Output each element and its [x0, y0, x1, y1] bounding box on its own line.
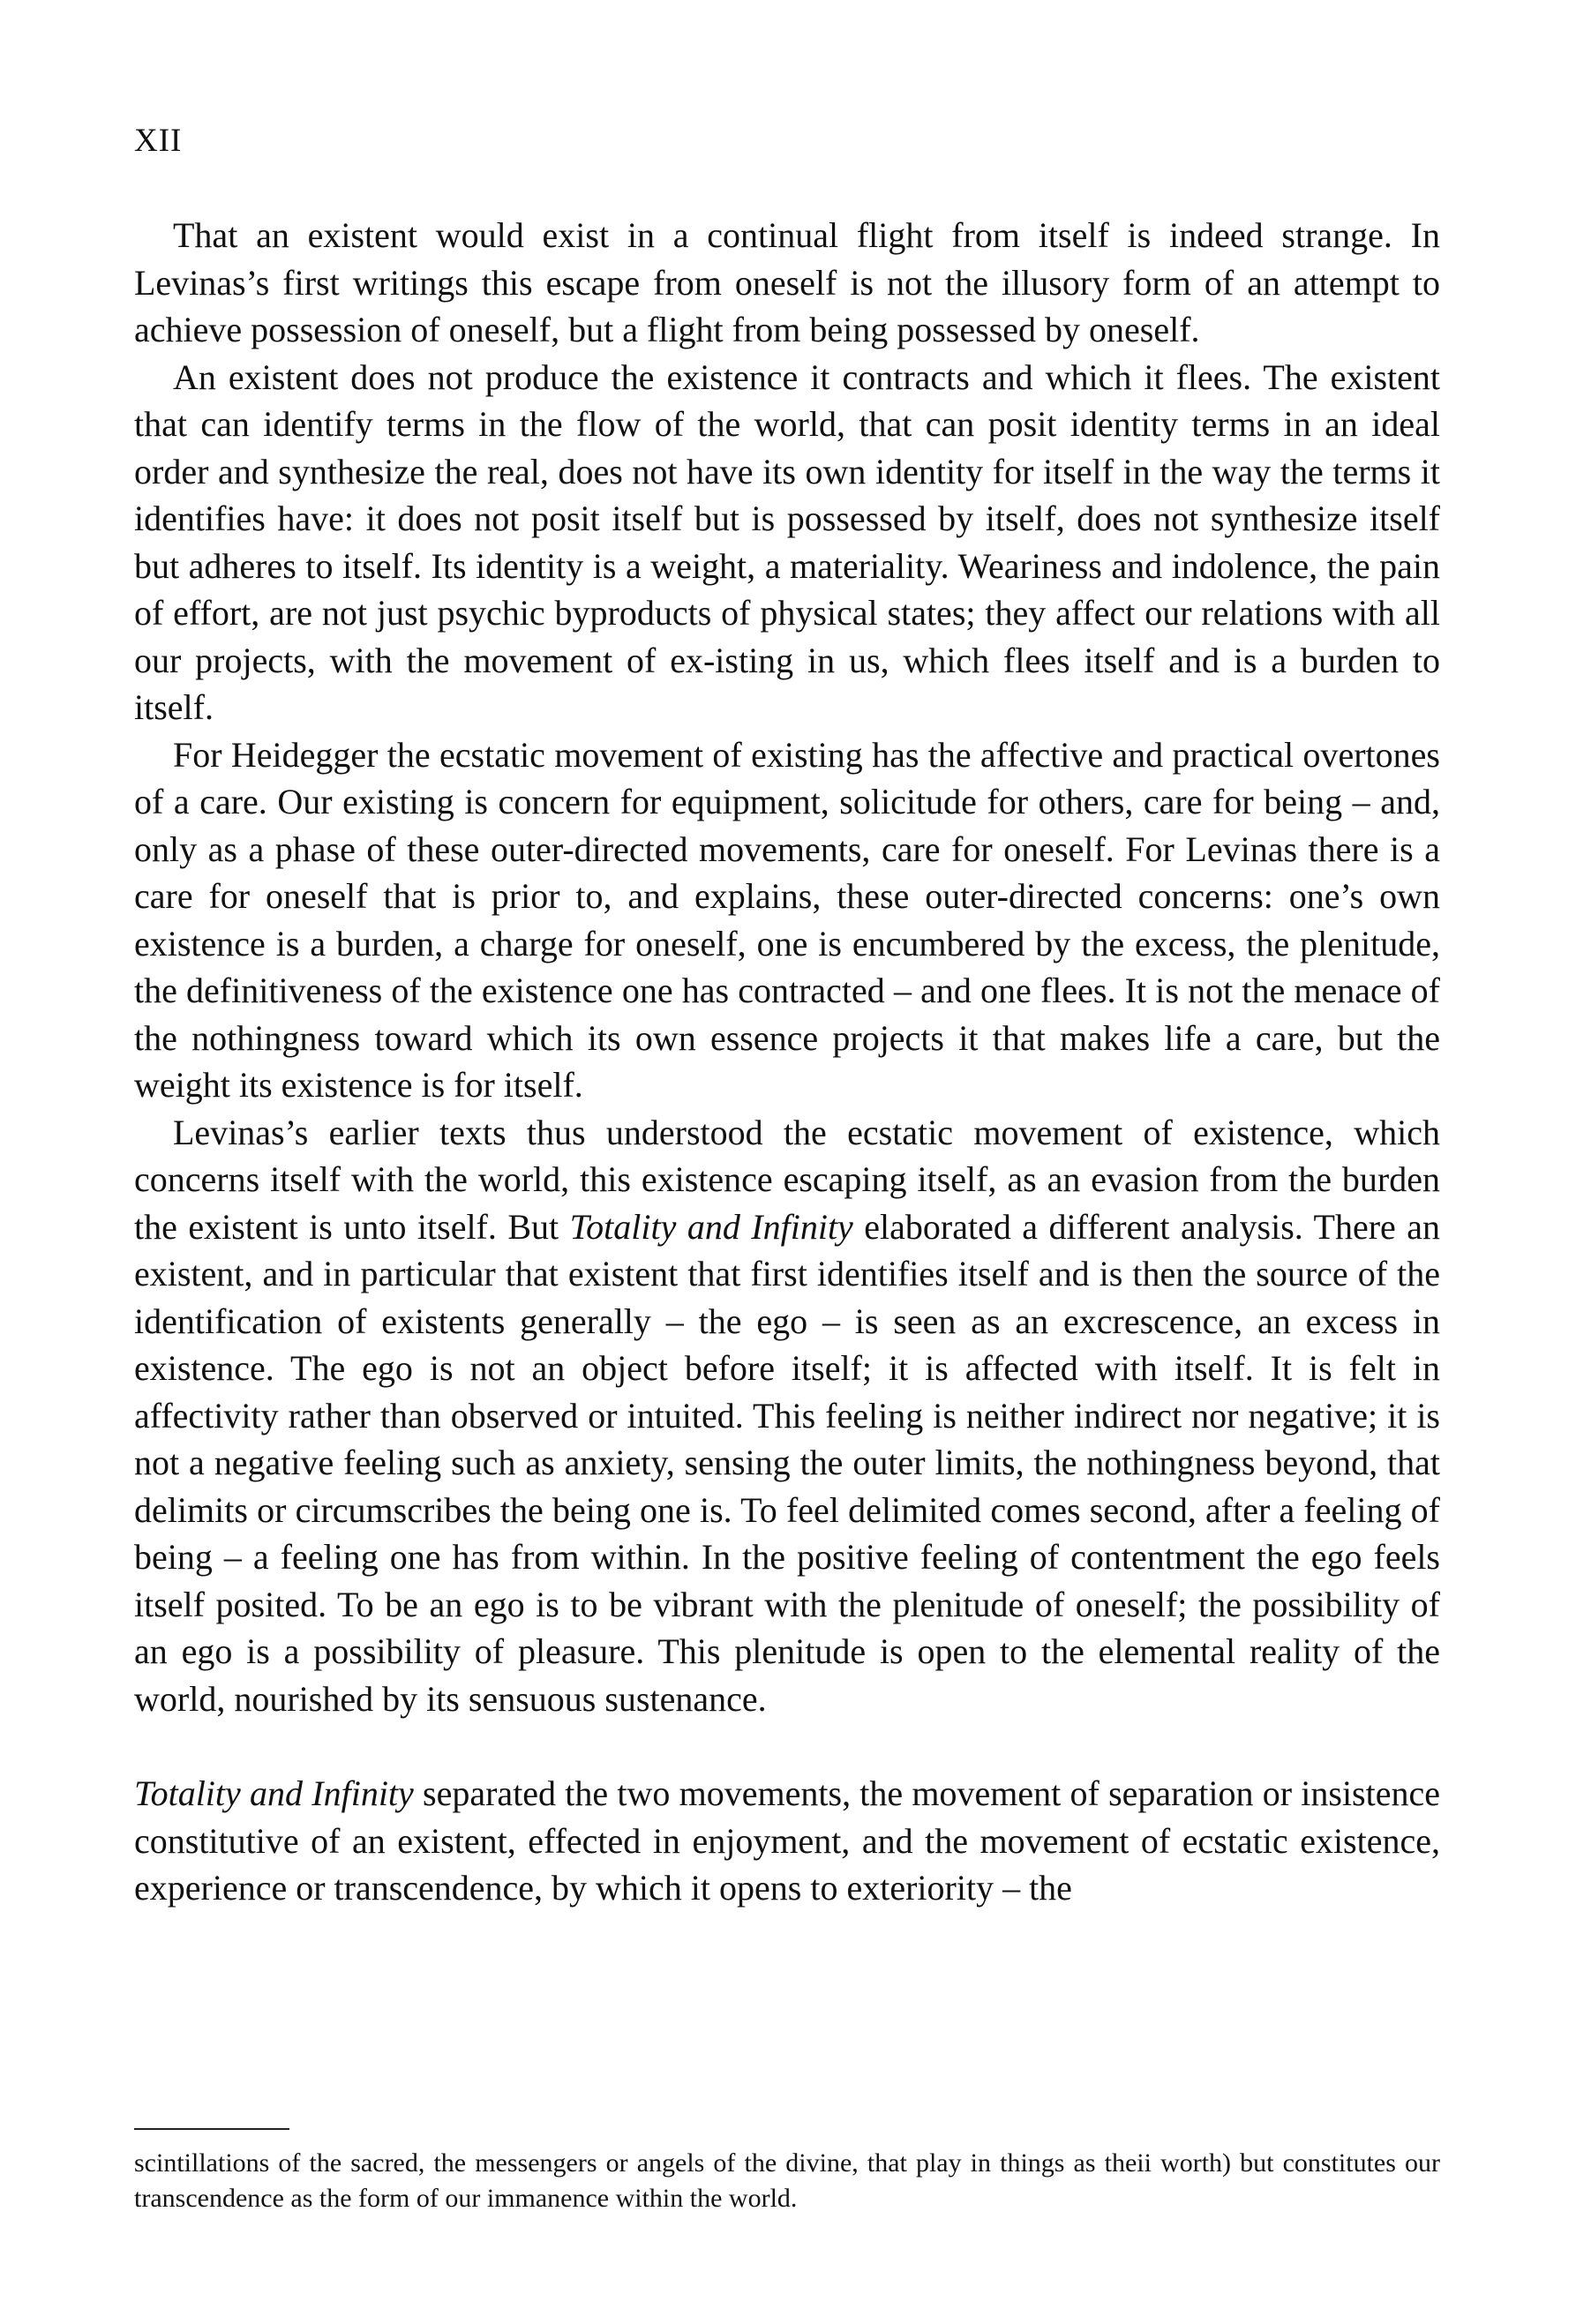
footnote-rule	[134, 2128, 289, 2130]
paragraph-1: That an existent would exist in a continual flight from itself is indeed strange. In Levinas’s first writings this escape from oneself is not the illusory form of an attempt to achieve possession of oneself, but a flight from being possessed by oneself.	[134, 215, 1440, 349]
paragraph-5-rest: separated the two movements, the movement of separation or insistence constitutive of an existent, effected in enjoyment, and the movement of ecstatic existence, experience or transcendence, by which it opens to exteriority – the	[134, 1773, 1440, 1908]
paragraph-4	[134, 1109, 1440, 1723]
paragraph-2: An existent does not produce the existence it contracts and which it flees. The existent that can identify terms in the flow of the world, that can posit identity terms in an ideal order and synthesize the real, does not have its own identity for itself in the way the terms it identifies have: it does not posit itself but is possessed by itself, does not synthesize itself but adheres to itself. Its identity is a weight, a materiality. Weariness and indolence, the pain of effort, are not just psychic byproducts of physical states; they affect our relations with all our projects, with the movement of ex-isting in us, which flees itself and is a burden to itself.	[134, 356, 1440, 727]
footnote: scintillations of the sacred, the messengers or angels of the divine, that play in things as theii worth) but constitutes our transcendence as the form of our immanence within the world.	[134, 2148, 1440, 2213]
paragraph-4-start: Levinas’s earlier texts thus understood the ecstatic movement of existence, which concerns itself with the world, this existence escaping itself, as an evasion from the burden the existent is unto itself. But	[134, 1112, 1440, 1247]
body-text	[134, 212, 1440, 1912]
book-title: Totality and Infinity	[134, 1773, 414, 1813]
paragraph-5	[134, 1770, 1440, 1912]
paragraph-4-rest: elaborated a different analysis. There an existent, and in particular that existent that first identifies itself and is then the source of the identification of existents generally – the ego – is seen as an excrescence, an excess in existence. The ego is not an object before itself; it is affected with itself. It is felt in affectivity rather than observed or intuited. This feeling is neither indirect nor negative; it is not a negative feeling such as anxiety, sensing the outer limits, the nothingness beyond, that delimits or circumscribes the being one is. To feel delimited comes second, after a feeling of being – a feeling one has from within. In the positive feeling of contentment the ego feels itself posited. To be an ego is to be vibrant with the plenitude of oneself; the possibility of an ego is a possibility of pleasure. This plenitude is open to the elemental reality of the world, nourished by its sensuous sustenance.	[134, 1206, 1441, 1719]
book-title: Totality and Infinity	[569, 1206, 853, 1247]
paragraph-3: For Heidegger the ecstatic movement of existing has the affective and practical overtones of a care. Our existing is concern for equipment, solicitude for others, care for being – and, only as a phase of these outer-directed movements, care for oneself. For Levinas there is a care for oneself that is prior to, and explains, these outer-directed concerns: one’s own existence is a burden, a charge for oneself, one is encumbered by the excess, the plenitude, the definitiveness of the existence one has contracted – and one flees. It is not the menace of the nothingness toward which its own essence projects it that makes life a care, but the weight its existence is for itself.	[134, 734, 1440, 1105]
page-number: XII	[134, 123, 183, 159]
